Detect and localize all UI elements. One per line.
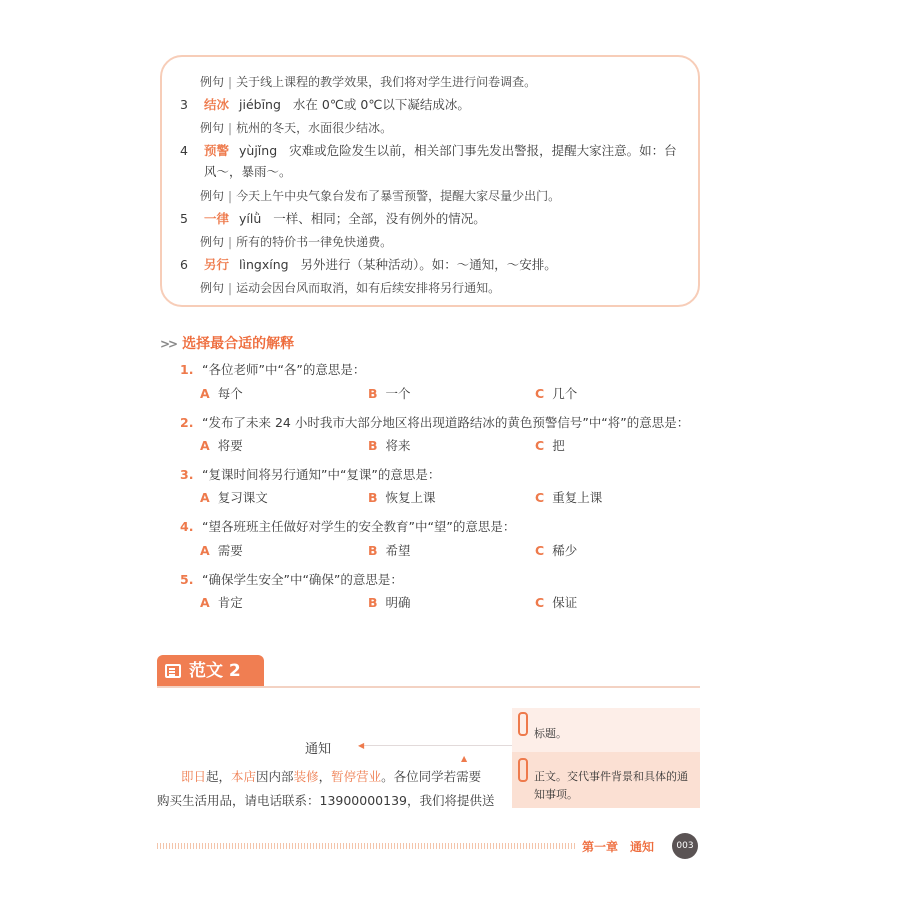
vocab-entry: 5 一律 yílǜ 一样、相同；全部，没有例外的情况。 bbox=[180, 211, 486, 226]
arrow-icon: ▲ bbox=[461, 754, 468, 763]
paperclip-icon bbox=[518, 758, 528, 782]
vocab-entry: 3 结冰 jiébīng 水在 0℃或 0℃以下凝结成冰。 bbox=[180, 97, 470, 112]
option-a[interactable]: A 需要 bbox=[200, 543, 243, 558]
annotation-title: 标题。 bbox=[512, 708, 700, 752]
option-c[interactable]: C 保证 bbox=[535, 595, 578, 610]
example-sentence: 例句 | 所有的特价书一律免快递费。 bbox=[200, 235, 393, 249]
question: 3. “复课时间将另行通知”中“复课”的意思是： bbox=[180, 467, 441, 482]
notice-body-line: 即日起，本店因内部装修，暂停营业。各位同学若需要 bbox=[181, 769, 482, 784]
double-chevron-icon: >> bbox=[160, 337, 177, 351]
question: 2. “发布了未来 24 小时我市大部分地区将出现道路结冰的黄色预警信号”中“将”的意思是： bbox=[180, 415, 690, 430]
vocab-entry: 4 预警 yùjǐng 灾难或危险发生以前，相关部门事先发出警报，提醒大家注意。如：台 bbox=[180, 143, 677, 158]
annotation-body: 正文。交代事件背景和具体的通 知事项。 bbox=[512, 752, 700, 808]
footer-chapter: 第一章 通知 bbox=[582, 840, 655, 854]
question: 5. “确保学生安全”中“确保”的意思是： bbox=[180, 572, 403, 587]
example-sentence: 例句 | 运动会因台风而取消，如有后续安排将另行通知。 bbox=[200, 281, 501, 295]
option-a[interactable]: A 每个 bbox=[200, 386, 243, 401]
example-sentence: 例句 | 今天上午中央气象台发布了暴雪预警，提醒大家尽量少出门。 bbox=[200, 189, 561, 203]
footer-decoration bbox=[157, 843, 575, 849]
vocab-entry: 6 另行 lìngxíng 另外进行（某种活动）。如：～通知，～安排。 bbox=[180, 257, 557, 272]
document-icon bbox=[165, 664, 181, 678]
option-a[interactable]: A 将要 bbox=[200, 438, 243, 453]
question: 4. “望各班班主任做好对学生的安全教育”中“望”的意思是： bbox=[180, 519, 516, 534]
option-a[interactable]: A 复习课文 bbox=[200, 490, 268, 505]
paperclip-icon bbox=[518, 712, 528, 736]
option-b[interactable]: B 希望 bbox=[368, 543, 411, 558]
option-b[interactable]: B 明确 bbox=[368, 595, 411, 610]
notice-title: 通知 bbox=[305, 742, 332, 757]
connector-line bbox=[362, 745, 512, 746]
option-b[interactable]: B 恢复上课 bbox=[368, 490, 436, 505]
option-c[interactable]: C 稀少 bbox=[535, 543, 578, 558]
option-b[interactable]: B 一个 bbox=[368, 386, 411, 401]
vocab-definition-cont: 风～，暴雨～。 bbox=[204, 164, 292, 179]
exercise-title: >> 选择最合适的解释 bbox=[160, 336, 295, 352]
option-b[interactable]: B 将来 bbox=[368, 438, 411, 453]
option-c[interactable]: C 重复上课 bbox=[535, 490, 603, 505]
sample-header: 范文 2 bbox=[157, 655, 264, 687]
example-sentence: 例句 | 关于线上课程的教学效果，我们将对学生进行问卷调查。 bbox=[200, 75, 537, 89]
arrow-icon: ◀ bbox=[358, 741, 365, 750]
example-sentence: 例句 | 杭州的冬天，水面很少结冰。 bbox=[200, 121, 393, 135]
option-c[interactable]: C 几个 bbox=[535, 386, 578, 401]
notice-body-line: 购买生活用品，请电话联系：13900000139，我们将提供送 bbox=[157, 793, 495, 808]
option-a[interactable]: A 肯定 bbox=[200, 595, 243, 610]
option-c[interactable]: C 把 bbox=[535, 438, 565, 453]
page-number: 003 bbox=[672, 833, 698, 859]
divider bbox=[157, 686, 700, 688]
question: 1. “各位老师”中“各”的意思是： bbox=[180, 362, 366, 377]
